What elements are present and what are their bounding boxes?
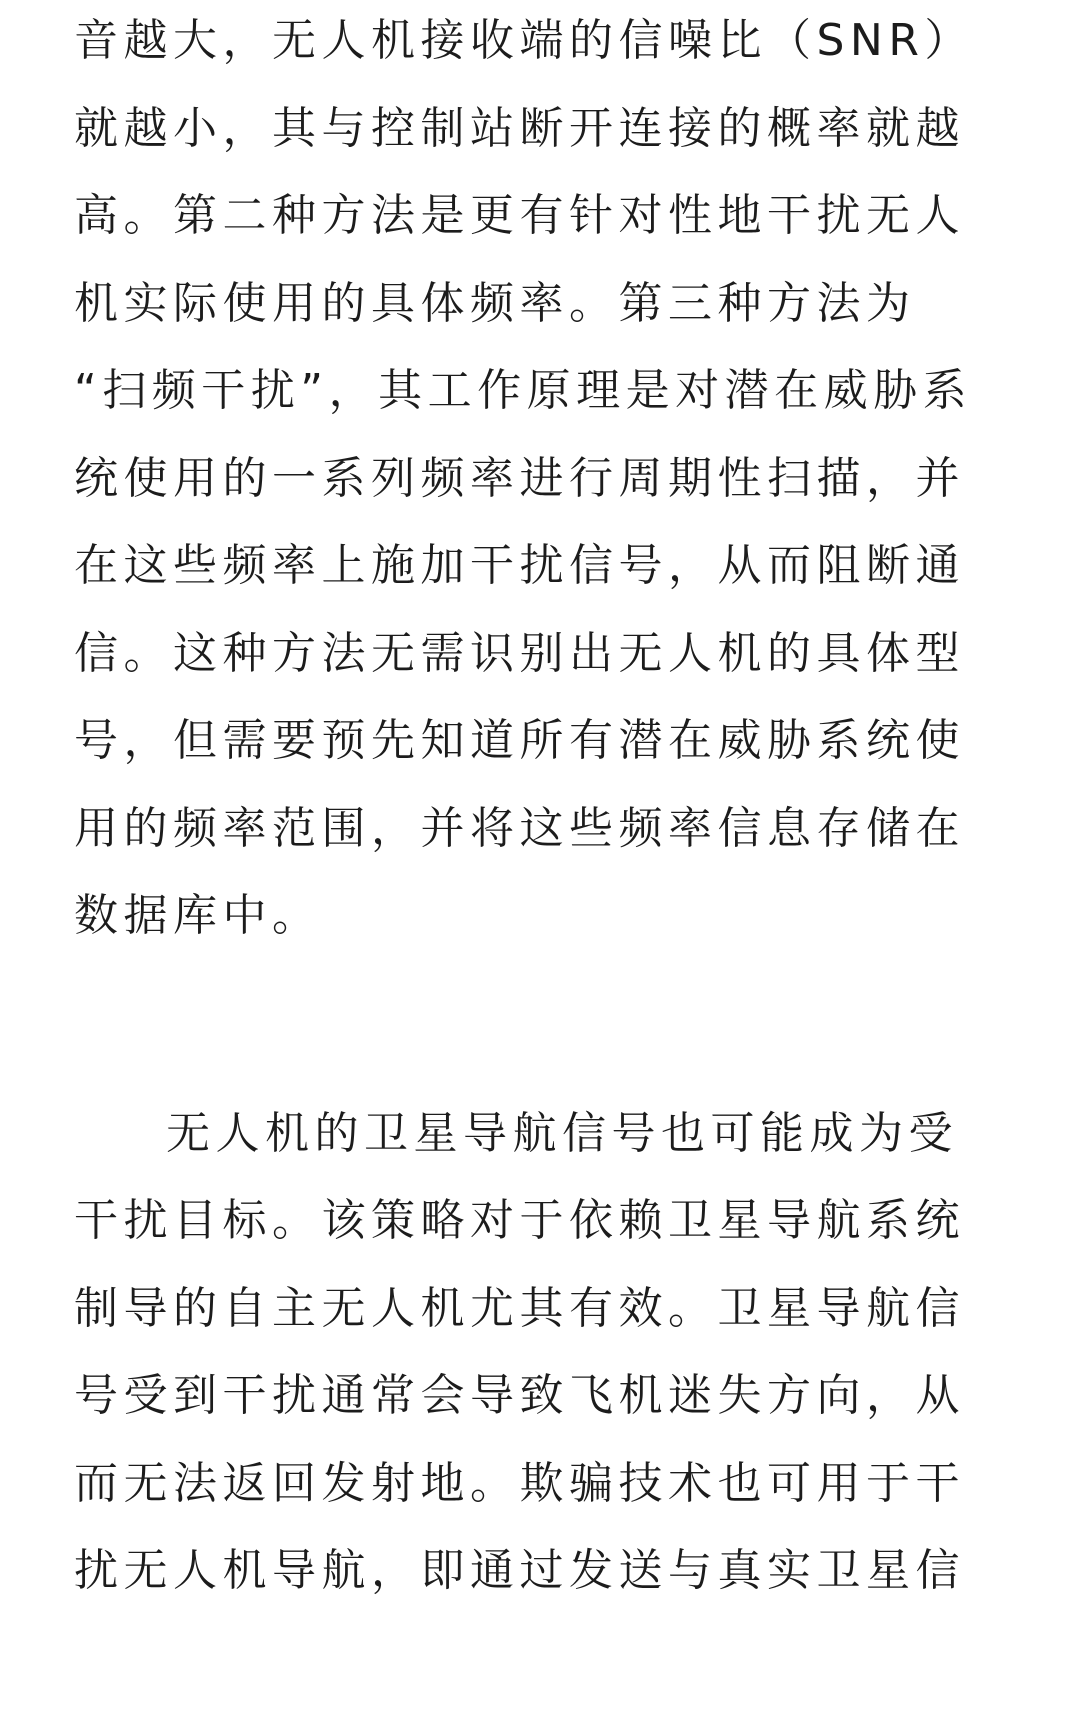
paragraph [74, 0, 1004, 960]
text-line: 号受到干扰通常会导致飞机迷失方向，从 [74, 1370, 965, 1421]
paragraph [74, 1090, 1004, 1615]
text-line: 数据库中。 [74, 890, 322, 941]
text-line: 高。第二种方法是更有针对性地干扰无人 [74, 190, 965, 241]
article-body [74, 0, 1004, 1615]
text-line: 机实际使用的具体频率。第三种方法为 [74, 277, 916, 329]
text-line: 统使用的一系列频率进行周期性扫描，并 [74, 452, 965, 504]
text-line: 制导的自主无人机尤其有效。卫星导航信 [74, 1282, 965, 1334]
text-line: 用的频率范围，并将这些频率信息存储在 [74, 802, 965, 854]
text-line: 就越小，其与控制站断开连接的概率就越 [74, 102, 965, 154]
text-line: 在这些频率上施加干扰信号，从而阻断通 [74, 540, 965, 591]
text-line: “扫频干扰”，其工作原理是对潜在威胁系 [74, 365, 973, 416]
text-line: 干扰目标。该策略对于依赖卫星导航系统 [74, 1195, 965, 1246]
text-line: 扰无人机导航，即通过发送与真实卫星信 [74, 1545, 965, 1596]
text-line: 音越大，无人机接收端的信噪比（SNR） [74, 15, 974, 66]
text-line: 无人机的卫星导航信号也可能成为受 [166, 1107, 958, 1159]
text-line: 号，但需要预先知道所有潜在威胁系统使 [74, 715, 965, 766]
text-line: 信。这种方法无需识别出无人机的具体型 [74, 627, 965, 679]
text-line: 而无法返回发射地。欺骗技术也可用于干 [74, 1457, 965, 1509]
